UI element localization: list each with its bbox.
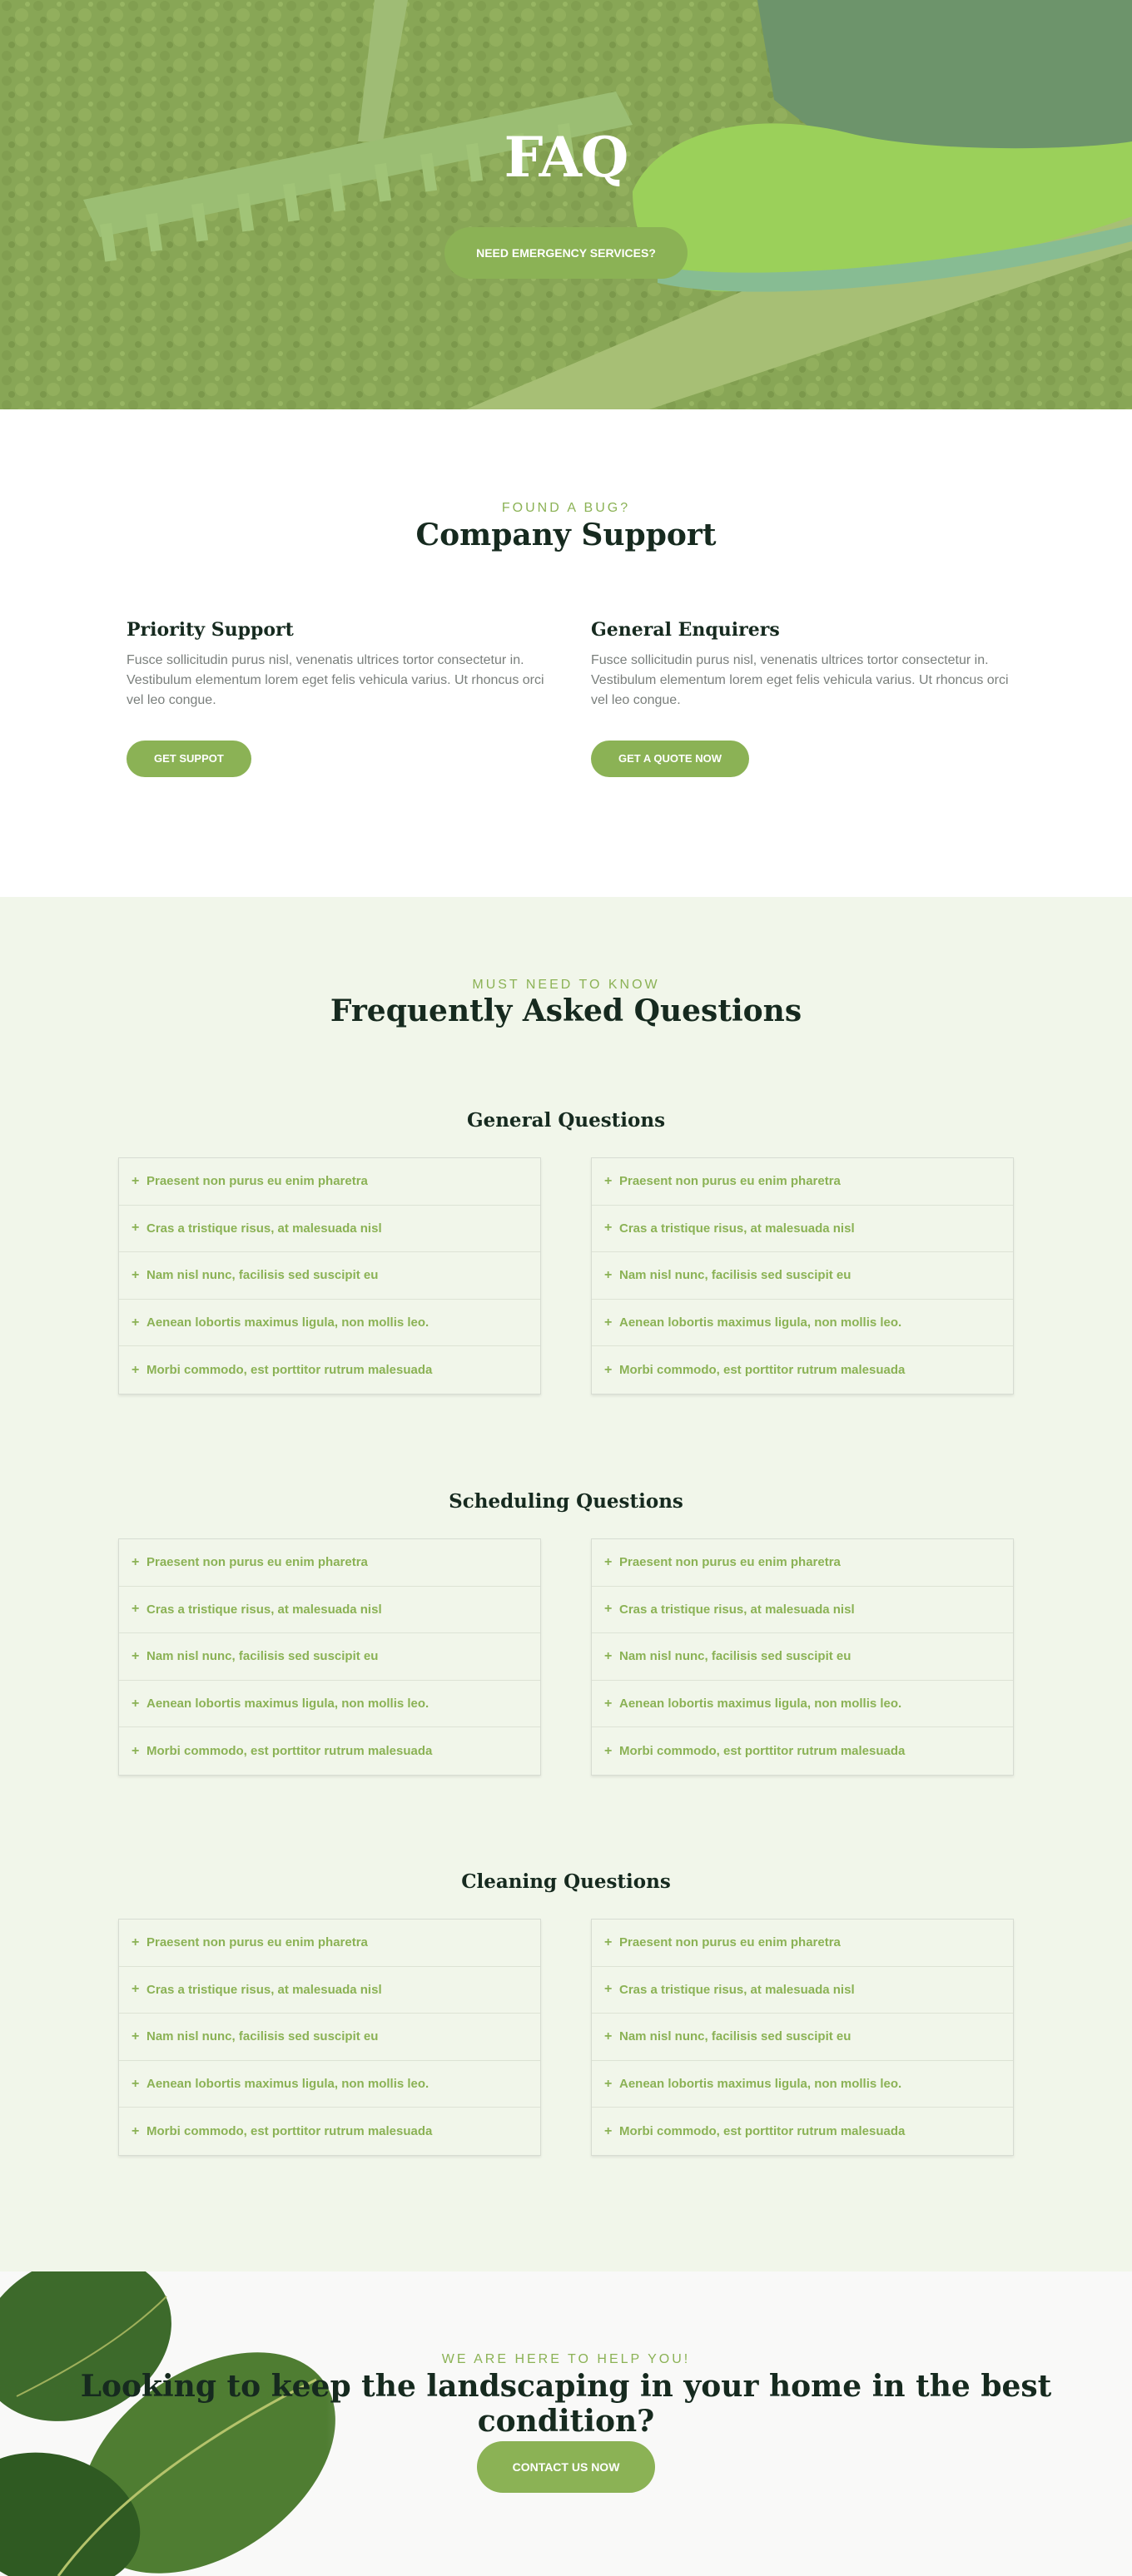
faq-question-text: Nam nisl nunc, facilisis sed suscipit eu [619,1649,851,1664]
faq-group-title: General Questions [466,1109,666,1132]
faq-group-title: Scheduling Questions [449,1490,683,1513]
faq-accordion [591,1538,1014,1776]
get-quote-button[interactable]: GET A QUOTE NOW [591,741,749,777]
faq-question-item[interactable] [119,1206,540,1253]
faq-accordion [591,1157,1014,1395]
page-title: FAQ [504,125,628,190]
faq-question-text: Nam nisl nunc, facilisis sed suscipit eu [146,2029,379,2044]
faq-question-text: Morbi commodo, est porttitor rutrum malesuada [619,1363,906,1378]
faq-question-item[interactable] [592,1346,1013,1394]
faq-question-text: Praesent non purus eu enim pharetra [146,1935,368,1950]
faq-question-item[interactable] [592,1158,1013,1206]
faq-question-item[interactable] [119,1967,540,2014]
faq-question-text: Nam nisl nunc, facilisis sed suscipit eu [146,1649,379,1664]
plus-icon: + [132,1934,140,1949]
plus-icon: + [132,1602,140,1617]
faq-question-item[interactable] [592,1539,1013,1587]
faq-question-text: Aenean lobortis maximus ligula, non mollis leo. [619,1315,902,1330]
plus-icon: + [132,2029,140,2043]
plus-icon: + [604,1934,613,1949]
plus-icon: + [132,1743,140,1758]
faq-question-item[interactable] [119,1346,540,1394]
support-title: Company Support [415,518,717,552]
faq-question-text: Aenean lobortis maximus ligula, non mollis leo. [146,2077,429,2092]
plus-icon: + [132,1554,140,1569]
faq-section [0,897,1132,2271]
plus-icon: + [604,1554,613,1569]
emergency-services-button[interactable]: NEED EMERGENCY SERVICES? [444,227,688,279]
plus-icon: + [132,1267,140,1282]
plus-icon: + [132,2076,140,2091]
faq-question-text: Cras a tristique risus, at malesuada nisl [619,1602,855,1617]
faq-question-text: Morbi commodo, est porttitor rutrum malesuada [146,2124,433,2139]
faq-question-text: Morbi commodo, est porttitor rutrum malesuada [146,1363,433,1378]
plus-icon: + [604,1696,613,1711]
plus-icon: + [604,1743,613,1758]
faq-question-item[interactable] [119,1727,540,1775]
faq-question-item[interactable] [592,1206,1013,1253]
faq-question-text: Cras a tristique risus, at malesuada nisl [146,1982,382,1997]
faq-question-item[interactable] [119,2108,540,2155]
plus-icon: + [604,1602,613,1617]
faq-question-item[interactable] [592,1252,1013,1300]
faq-question-text: Aenean lobortis maximus ligula, non mollis leo. [619,1697,902,1712]
faq-question-text: Nam nisl nunc, facilisis sed suscipit eu [146,1268,379,1283]
faq-group-title: Cleaning Questions [461,1870,671,1893]
faq-question-item[interactable] [119,1539,540,1587]
plus-icon: + [604,1315,613,1330]
faq-question-item[interactable] [592,1300,1013,1347]
faq-question-item[interactable] [592,2108,1013,2155]
faq-accordion [118,1919,541,2156]
faq-question-text: Praesent non purus eu enim pharetra [619,1935,841,1950]
faq-question-item[interactable] [592,1681,1013,1728]
faq-question-text: Praesent non purus eu enim pharetra [146,1174,368,1189]
faq-question-item[interactable] [119,1587,540,1634]
priority-support-title: Priority Support [127,619,294,641]
faq-question-item[interactable] [592,1920,1013,1967]
faq-question-text: Praesent non purus eu enim pharetra [619,1555,841,1570]
cta-section [0,2271,1132,2576]
plus-icon: + [604,1648,613,1663]
get-support-button[interactable]: GET SUPPOT [127,741,251,777]
plus-icon: + [132,1696,140,1711]
faq-question-item[interactable] [119,2014,540,2061]
faq-question-item[interactable] [119,1300,540,1347]
faq-question-text: Cras a tristique risus, at malesuada nisl [619,1982,855,1997]
plus-icon: + [132,1173,140,1188]
faq-question-text: Morbi commodo, est porttitor rutrum malesuada [146,1744,433,1759]
plus-icon: + [132,1362,140,1377]
plus-icon: + [604,1173,613,1188]
plus-icon: + [604,1267,613,1282]
general-enquirers-title: General Enquirers [591,619,780,641]
plus-icon: + [604,2123,613,2138]
faq-question-text: Cras a tristique risus, at malesuada nisl [619,1221,855,1236]
faq-question-text: Morbi commodo, est porttitor rutrum malesuada [619,1744,906,1759]
faq-question-text: Praesent non purus eu enim pharetra [146,1555,368,1570]
faq-question-text: Cras a tristique risus, at malesuada nisl [146,1602,382,1617]
faq-eyebrow: MUST NEED TO KNOW [472,978,660,992]
faq-accordion [118,1157,541,1395]
cta-title: Looking to keep the landscaping in your home in the best condition? [80,2369,1052,2439]
faq-question-text: Praesent non purus eu enim pharetra [619,1174,841,1189]
plus-icon: + [132,1221,140,1236]
plus-icon: + [604,1362,613,1377]
priority-support-text: Fusce sollicitudin purus nisl, venenatis ultrices tortor consectetur in. Vestibulum elementum lorem eget felis vehicula varius. Ut rhoncus orci vel leo congue. [127,653,544,707]
faq-question-text: Nam nisl nunc, facilisis sed suscipit eu [619,1268,851,1283]
faq-accordion [118,1538,541,1776]
general-enquirers-card [591,619,1015,777]
plus-icon: + [132,1648,140,1663]
faq-title: Frequently Asked Questions [330,993,802,1028]
plus-icon: + [604,2076,613,2091]
plus-icon: + [132,2123,140,2138]
faq-question-text: Aenean lobortis maximus ligula, non mollis leo. [146,1315,429,1330]
hero-content [0,0,1132,409]
faq-question-text: Aenean lobortis maximus ligula, non mollis leo. [146,1697,429,1712]
plus-icon: + [132,1982,140,1997]
faq-question-item[interactable] [119,1633,540,1681]
general-enquirers-text: Fusce sollicitudin purus nisl, venenatis ultrices tortor consectetur in. Vestibulum elementum lorem eget felis vehicula varius. Ut rhoncus orci vel leo congue. [591,653,1009,707]
priority-support-card [127,619,551,777]
contact-us-button[interactable]: CONTACT US NOW [477,2441,655,2493]
faq-accordion [591,1919,1014,2156]
faq-question-item[interactable] [119,2061,540,2108]
cta-eyebrow: WE ARE HERE TO HELP YOU! [441,2352,691,2366]
faq-question-item[interactable] [592,2014,1013,2061]
faq-question-item[interactable] [592,1967,1013,2014]
faq-question-item[interactable] [592,1633,1013,1681]
faq-question-item[interactable] [119,1920,540,1967]
faq-question-text: Nam nisl nunc, facilisis sed suscipit eu [619,2029,851,2044]
support-eyebrow: FOUND A BUG? [501,501,631,515]
faq-question-item[interactable] [592,2061,1013,2108]
faq-question-item[interactable] [592,1587,1013,1634]
faq-question-text: Aenean lobortis maximus ligula, non mollis leo. [619,2077,902,2092]
faq-question-text: Morbi commodo, est porttitor rutrum malesuada [619,2124,906,2139]
company-support-section [0,409,1132,897]
hero-section [0,0,1132,409]
faq-question-item[interactable] [119,1681,540,1728]
plus-icon: + [604,2029,613,2043]
faq-question-item[interactable] [119,1158,540,1206]
plus-icon: + [132,1315,140,1330]
faq-question-item[interactable] [592,1727,1013,1775]
plus-icon: + [604,1221,613,1236]
plus-icon: + [604,1982,613,1997]
faq-question-text: Cras a tristique risus, at malesuada nisl [146,1221,382,1236]
faq-question-item[interactable] [119,1252,540,1300]
